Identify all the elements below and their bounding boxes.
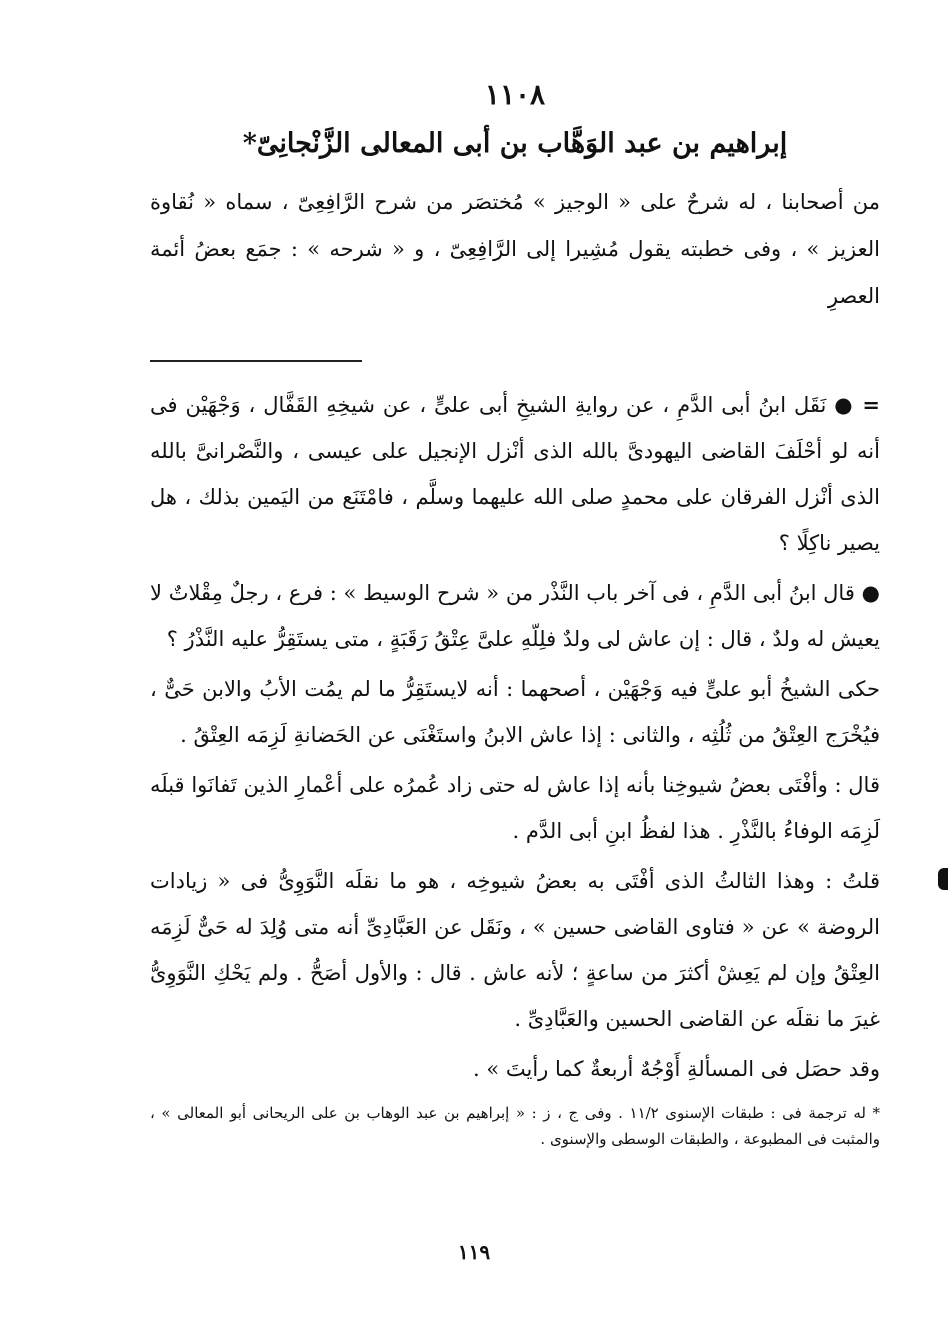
note-paragraph [150,570,880,662]
bullet-icon: ● [861,579,880,605]
entry-title: إبراهيم بن عبد الوَهَّاب بن أبى المعالى الزَّنْجانِىّ* [242,128,788,159]
note-text: نَقَل ابنُ أبى الدَّمِ ، عن روايةِ الشيخِ أبى علىٍّ ، عن شيخِهِ القَفَّال ، وَجْهَيْن فى أنه لو أحْلَفَ القاضى اليهودىَّ بالله الذى أنْزل الإنجيل على عيسى ، والنَّصْرانىَّ بالله الذى أنْزل الفرقان على محمدٍ صلى الله عليهما وسلَّم ، فامْتَنَع من اليَمين بذلك ، هل يصير ناكِلًا ؟ [150,392,880,555]
note-paragraph [150,382,880,566]
notes-section [150,382,880,1092]
intro-paragraph: من أصحابنا ، له شرحٌ على « الوجيز » مُختصَر من شرح الرَّافِعِىّ ، سماه « نُقاوة العزيز » ، وفى خطبته يقول مُشِيرا إلى الرَّافِعِىّ ، و « شرحه » : جمَع بعضُ أئمة العصرِ [150,189,880,308]
footnote: * له ترجمة فى : طبقات الإسنوى ١١/٢ . وفى ج ، ز : « إبراهيم بن عبد الوهاب بن على الريحانى أبو المعالى » ، والمثبت فى المطبوعة ، والطبقات الوسطى والإسنوى . [150,1103,880,1148]
bullet-icon: = ● [834,391,880,417]
page-number: ١١٩ [457,1240,491,1264]
note-text: قال : وأفْتَى بعضُ شيوخِنا بأنه إذا عاش له حتى زاد عُمرُه على أعْمارِ الذين تَفانَوا قبلَه لَزِمَه الوفاءُ بالنَّذْرِ . هذا لفظُ ابنِ أبى الدَّم . [150,772,880,843]
note-paragraph [150,666,880,758]
note-paragraph [150,858,880,1042]
page-body [150,78,880,1152]
page-edge-mark [938,868,948,890]
note-text: حكى الشيخُ أبو علىٍّ فيه وَجْهَيْن ، أصحهما : أنه لايستَقِرُّ ما لم يمُت الأبُ والابن حَىٌّ ، فيُخْرَج العِتْقُ من ثُلُثِه ، والثانى : إذا عاش الابنُ واستَغْنَى عن الحَضانةِ لَزِمَه العِتْقُ . [150,676,881,747]
note-text: قلتُ : وهذا الثالثُ الذى أفْتَى به بعضُ شيوخِه ، هو ما نقلَه النَّوَوِىُّ فى « زيادات الروضة » عن « فتاوى القاضى حسين » ، ونَقَل عن العَبَّادِىِّ أنه متى وُلِدَ له حَىٌّ لَزِمَه العِتْقُ وإن لم يَعِشْ أكثرَ من ساعةٍ ؛ لأنه عاش . قال : والأول أصَحُّ . ولم يَحْكِ النَّوَوِىُّ غيرَ ما نقلَه عن القاضى الحسين والعَبَّادِىِّ . [150,868,880,1031]
note-paragraph [150,1046,880,1092]
note-paragraph [150,762,880,854]
section-divider [150,360,362,362]
note-text: قال ابنُ أبى الدَّمِ ، فى آخر باب النَّذْر من « شرح الوسيط » : فرع ، رجلٌ مِقْلاتٌ لا يعيش له ولدٌ ، قال : إن عاش لى ولدٌ فلِلّهِ علىَّ عِتْقُ رَقَبَةٍ ، متى يستَقِرُّ عليه النَّذْرُ ؟ [150,580,880,651]
note-text: وقد حصَل فى المسألةِ أَوْجُهٌ أربعةٌ كما رأيتَ » . [472,1056,880,1081]
entry-number: ١١٠٨ [484,78,546,111]
